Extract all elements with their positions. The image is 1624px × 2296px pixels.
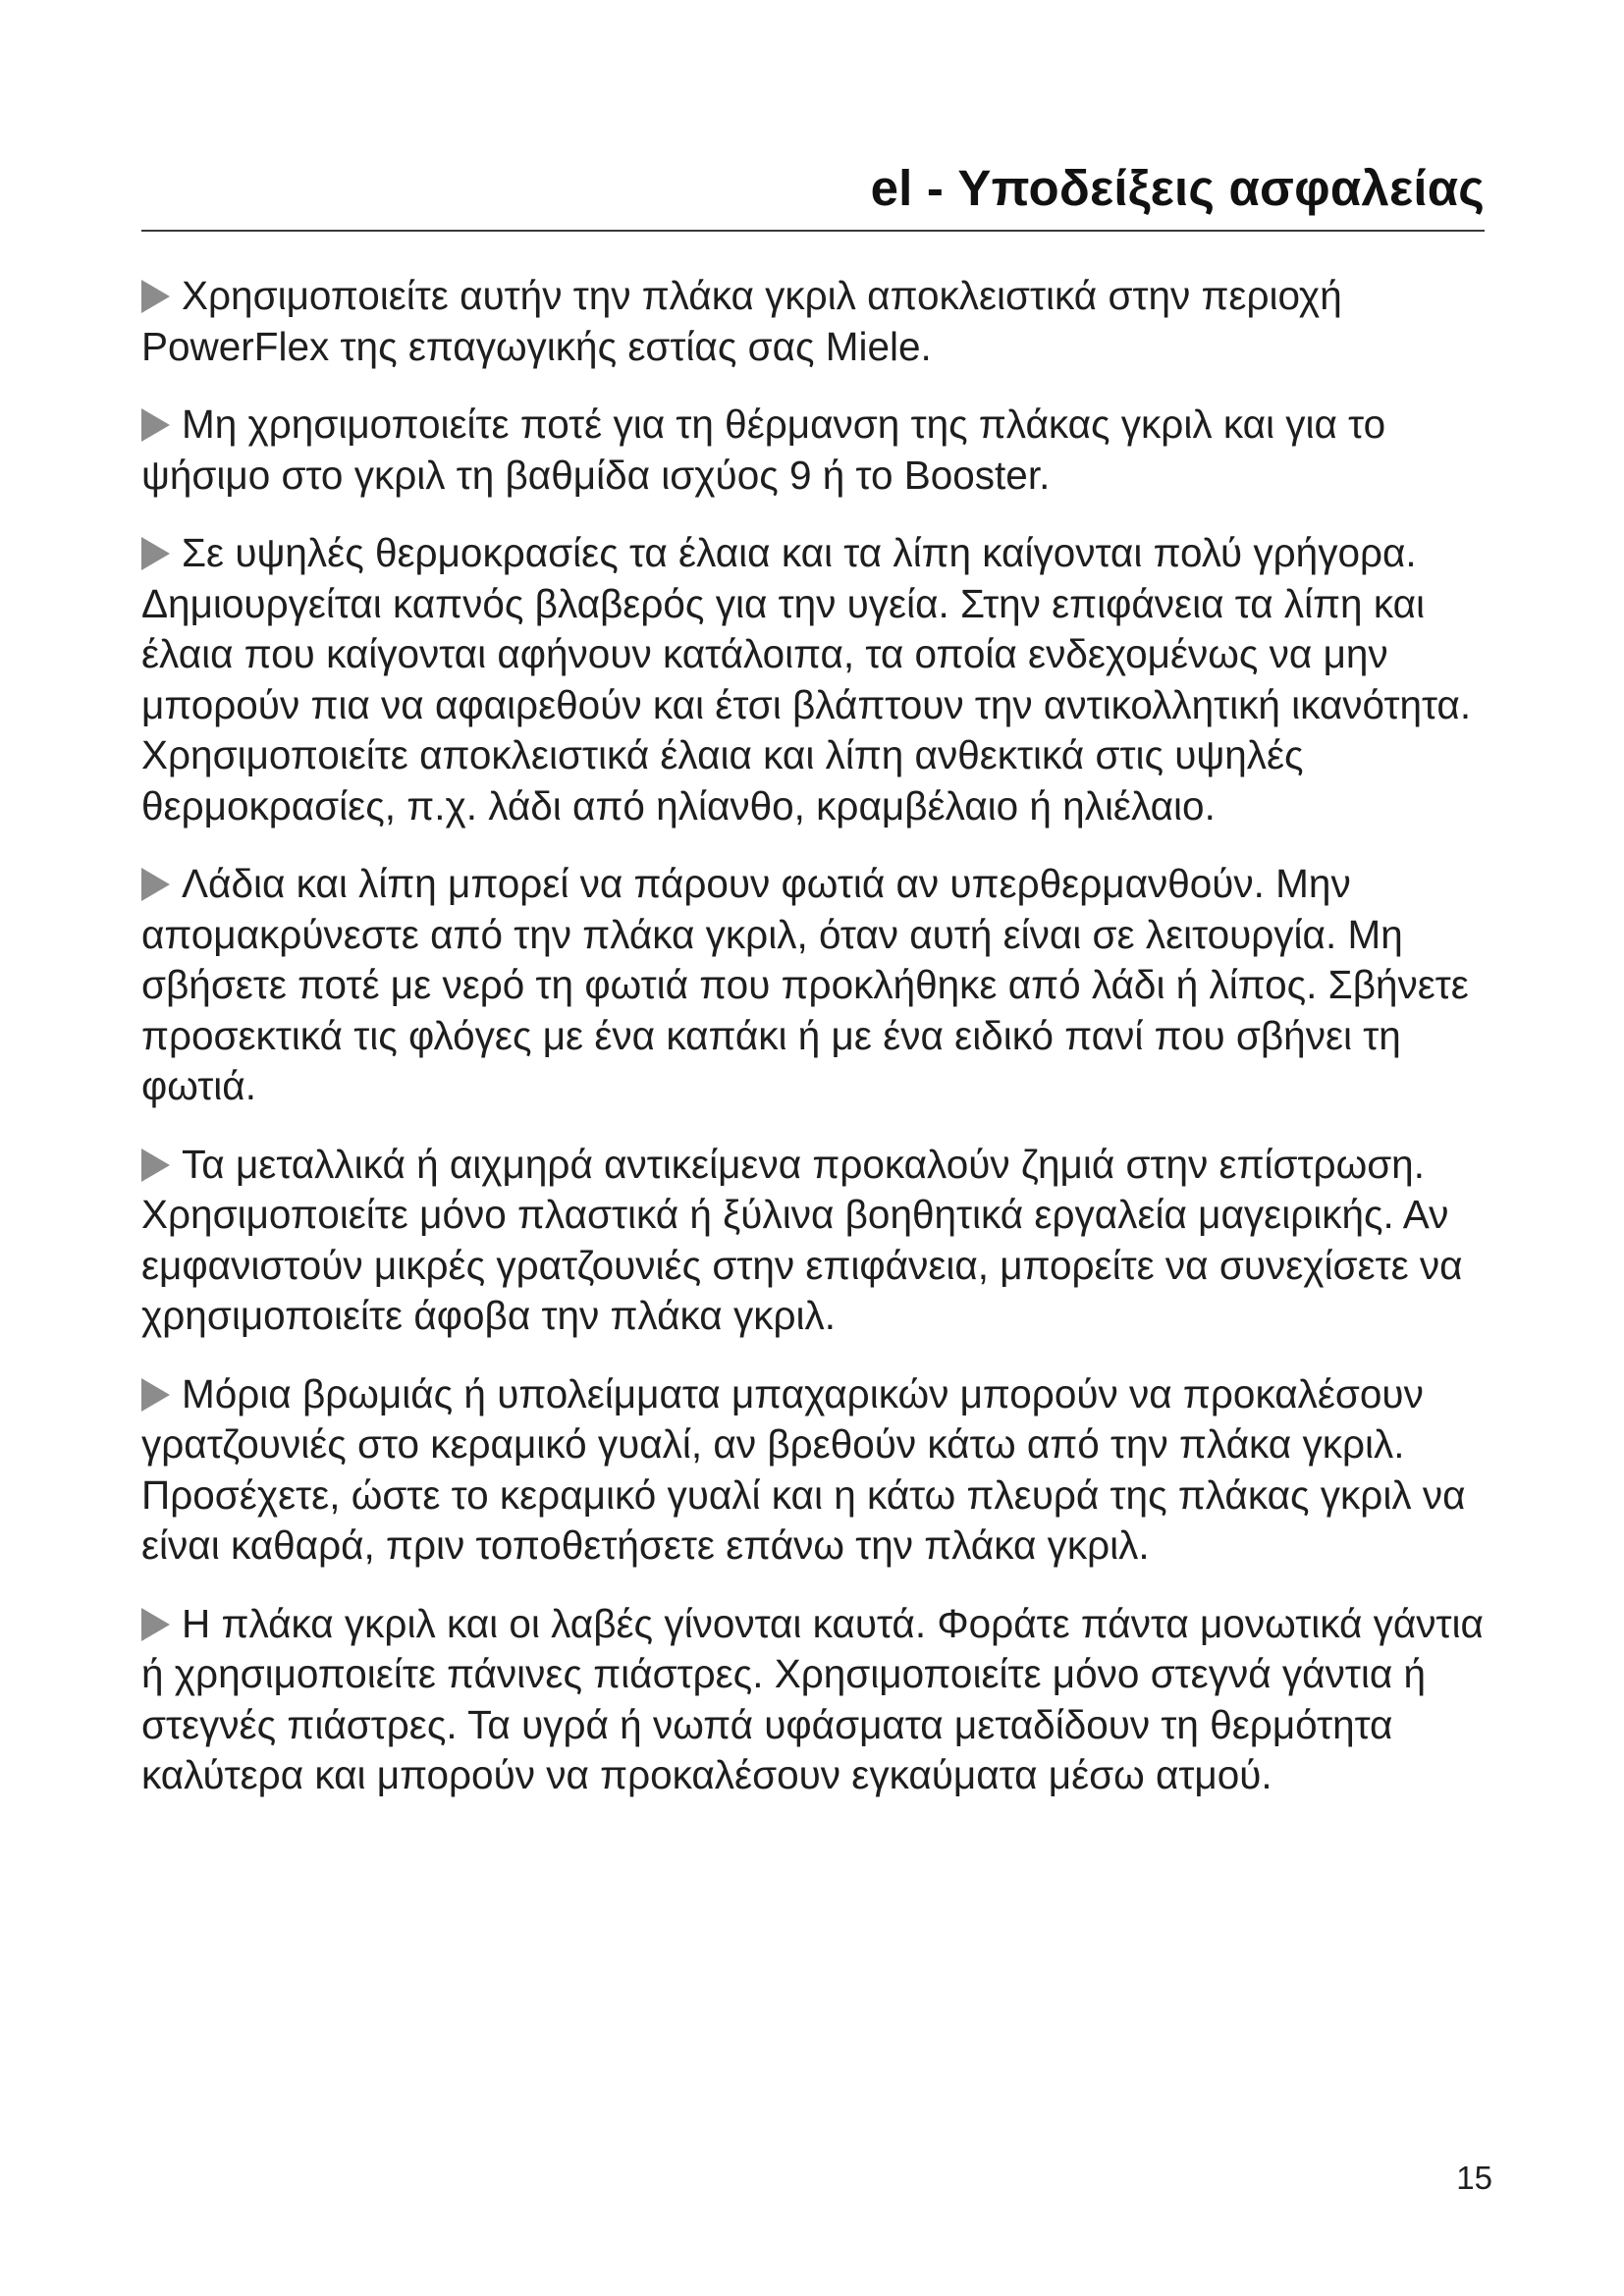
warning-item: [141, 1140, 1489, 1342]
warning-item: [141, 271, 1489, 372]
warning-item: [141, 528, 1489, 831]
page-number: 15: [1456, 2160, 1492, 2196]
warning-text: Τα μεταλλικά ή αιχμηρά αντικείμενα προκαλούν ζημιά στην επίστρωση. Χρησιμοποιείτε μόνο πλαστικά ή ξύλινα βοηθητικά εργαλεία μαγειρικής. Αν εμφανιστούν μικρές γρατζουνιές στην επιφάνεια, μπορείτε να συνεχίσετε να χρησιμοποιείτε άφοβα την πλάκα γκριλ.: [141, 1141, 1463, 1338]
triangle-bullet-icon: [141, 1148, 170, 1182]
warning-text: Η πλάκα γκριλ και οι λαβές γίνονται καυτά. Φοράτε πάντα μονωτικά γάντια ή χρησιμοποιείτε πάνινες πιάστρες. Χρησιμοποιείτε μόνο στεγνά γάντια ή στεγνές πιάστρες. Τα υγρά ή νωπά υφάσματα μεταδίδουν τη θερμότητα καλύτερα και μπορούν να προκαλέσουν εγκαύματα μέσω ατμού.: [141, 1600, 1484, 1797]
triangle-bullet-icon: [141, 1608, 170, 1641]
warning-text: Μη χρησιμοποιείτε ποτέ για τη θέρμανση της πλάκας γκριλ και για το ψήσιμο στο γκριλ τη βαθμίδα ισχύος 9 ή το Booster.: [141, 401, 1386, 498]
triangle-bullet-icon: [141, 280, 170, 313]
warning-item: [141, 859, 1489, 1112]
warning-text: Σε υψηλές θερμοκρασίες τα έλαια και τα λίπη καίγονται πολύ γρήγορα. Δημιουργείται καπνός βλαβερός για την υγεία. Στην επιφάνεια τα λίπη και έλαια που καίγονται αφήνουν κατάλοιπα, τα οποία ενδεχομένως να μην μπορούν πια να αφαιρεθούν και έτσι βλάπτουν την αντικολλητική ικανότητα. Χρησιμοποιείτε αποκλειστικά έλαια και λίπη ανθεκτικά στις υψηλές θερμοκρασίες, π.χ. λάδι από ηλίανθο, κραμβέλαιο ή ηλιέλαιο.: [141, 530, 1472, 828]
warning-item: [141, 1369, 1489, 1572]
triangle-bullet-icon: [141, 1378, 170, 1412]
warning-text: Χρησιμοποιείτε αυτήν την πλάκα γκριλ αποκλειστικά στην περιοχή PowerFlex της επαγωγικής εστίας σας Miele.: [141, 273, 1342, 369]
warning-item: [141, 1599, 1489, 1801]
triangle-bullet-icon: [141, 408, 170, 442]
triangle-bullet-icon: [141, 868, 170, 901]
page-title: el - Υποδείξεις ασφαλείας: [870, 160, 1485, 216]
page-header: [141, 157, 1485, 232]
warning-text: Μόρια βρωμιάς ή υπολείμματα μπαχαρικών μπορούν να προκαλέσουν γρατζουνιές στο κεραμικό γυαλί, αν βρεθούν κάτω από την πλάκα γκριλ. Προσέχετε, ώστε το κεραμικό γυαλί και η κάτω πλευρά της πλάκας γκριλ να είναι καθαρά, πριν τοποθετήσετε επάνω την πλάκα γκριλ.: [141, 1370, 1466, 1568]
triangle-bullet-icon: [141, 537, 170, 570]
safety-warnings-list: [141, 271, 1489, 1829]
warning-text: Λάδια και λίπη μπορεί να πάρουν φωτιά αν υπερθερμανθούν. Μην απομακρύνεστε από την πλάκα γκριλ, όταν αυτή είναι σε λειτουργία. Μη σβήσετε ποτέ με νερό τη φωτιά που προκλήθηκε από λάδι ή λίπος. Σβήνετε προσεκτικά τις φλόγες με ένα καπάκι ή με ένα ειδικό πανί που σβήνει τη φωτιά.: [141, 861, 1469, 1108]
warning-item: [141, 400, 1489, 501]
